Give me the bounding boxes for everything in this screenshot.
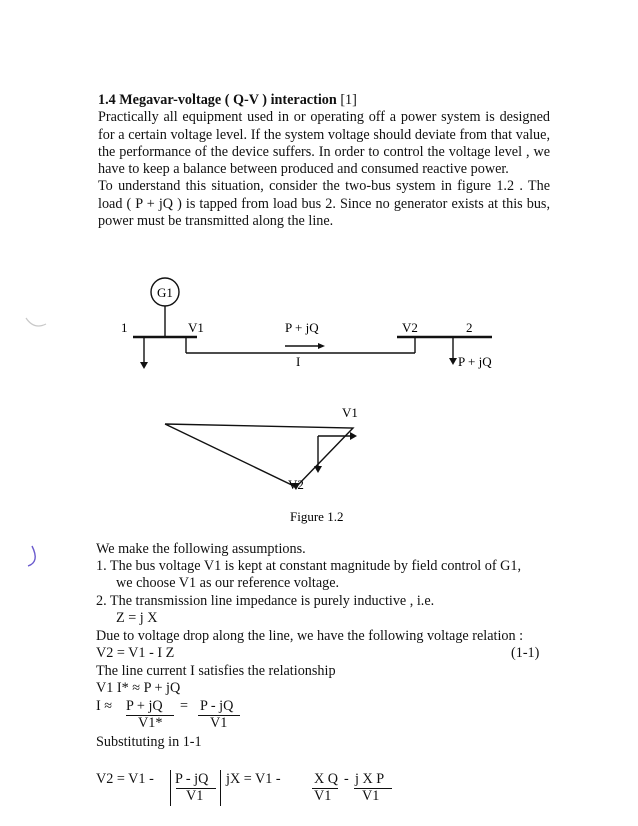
fraction2-numerator: P - jQ (200, 698, 234, 714)
subst-frac-numerator: P - jQ (175, 771, 209, 787)
abs-bar-right (220, 770, 221, 806)
assumption-1-cont: we choose V1 as our reference voltage. (116, 575, 340, 591)
assumptions-intro: We make the following assumptions. (96, 541, 306, 557)
voltage-equation: V2 = V1 - I Z (96, 645, 175, 661)
phasor-triangle (165, 424, 353, 487)
jx-term: jX = V1 - (226, 771, 281, 787)
second-paragraph: To understand this situation, consider the two-bus system in figure 1.2 . The load ( P + jQ ) is tapped from load bus 2. Since no generator exists at this bus, power must be transmitted along the line. (98, 178, 550, 230)
v2-lhs: V2 = V1 - (96, 771, 154, 787)
impedance-equation: Z = j X (116, 610, 158, 626)
figure-caption: Figure 1.2 (290, 509, 344, 524)
load-label: P + jQ (458, 354, 492, 369)
bus1-label: 1 (121, 320, 128, 335)
current-relation-text: The line current I satisfies the relationship (96, 663, 336, 679)
assumption-1: 1. The bus voltage V1 is kept at constant magnitude by field control of G1, (96, 558, 522, 574)
substitution-label: Substituting in 1-1 (96, 734, 202, 750)
jxp-denominator: V1 (362, 788, 380, 804)
fraction1-denominator: V1* (138, 715, 163, 731)
abs-bar-left (170, 770, 171, 806)
margin-mark-upper (26, 318, 46, 326)
bus2-label: 2 (466, 320, 473, 335)
section-reference: [1] (340, 92, 357, 108)
fraction1-numerator: P + jQ (126, 698, 163, 714)
xq-denominator: V1 (314, 788, 332, 804)
current-approx-label: I ≈ (96, 698, 113, 714)
equation-number: (1-1) (511, 645, 540, 661)
minus-sign: - (344, 771, 349, 787)
current-label: I (296, 354, 301, 369)
relation-intro: Due to voltage drop along the line, we have the following voltage relation : (96, 628, 524, 644)
margin-mark-lower (28, 546, 35, 566)
jxp-numerator: j X P (355, 771, 385, 787)
power-equation: V1 I* ≈ P + jQ (96, 680, 181, 696)
subst-frac-denominator: V1 (186, 788, 204, 804)
section-heading: 1.4 Megavar-voltage ( Q-V ) interaction (98, 92, 337, 108)
power-flow-label: P + jQ (285, 320, 319, 335)
phasor-v1-label: V1 (342, 405, 358, 420)
fraction2-denominator: V1 (210, 715, 228, 731)
xq-numerator: X Q (314, 771, 339, 787)
v2-label: V2 (402, 320, 418, 335)
equals-sign: = (180, 698, 189, 714)
v1-label: V1 (188, 320, 204, 335)
phasor-v2-label: V2 (288, 477, 304, 492)
scan-marks (0, 0, 60, 600)
assumption-2: 2. The transmission line impedance is purely inductive , i.e. (96, 593, 435, 609)
intro-paragraph: Practically all equipment used in or operating off a power system is designed for a certain voltage level. If the system voltage should deviate from that value, the performance of the device suffers. In order to control the voltage level , we have to keep a balance between produced and consumed reactive power. (98, 109, 550, 178)
generator-label: G1 (157, 285, 173, 300)
